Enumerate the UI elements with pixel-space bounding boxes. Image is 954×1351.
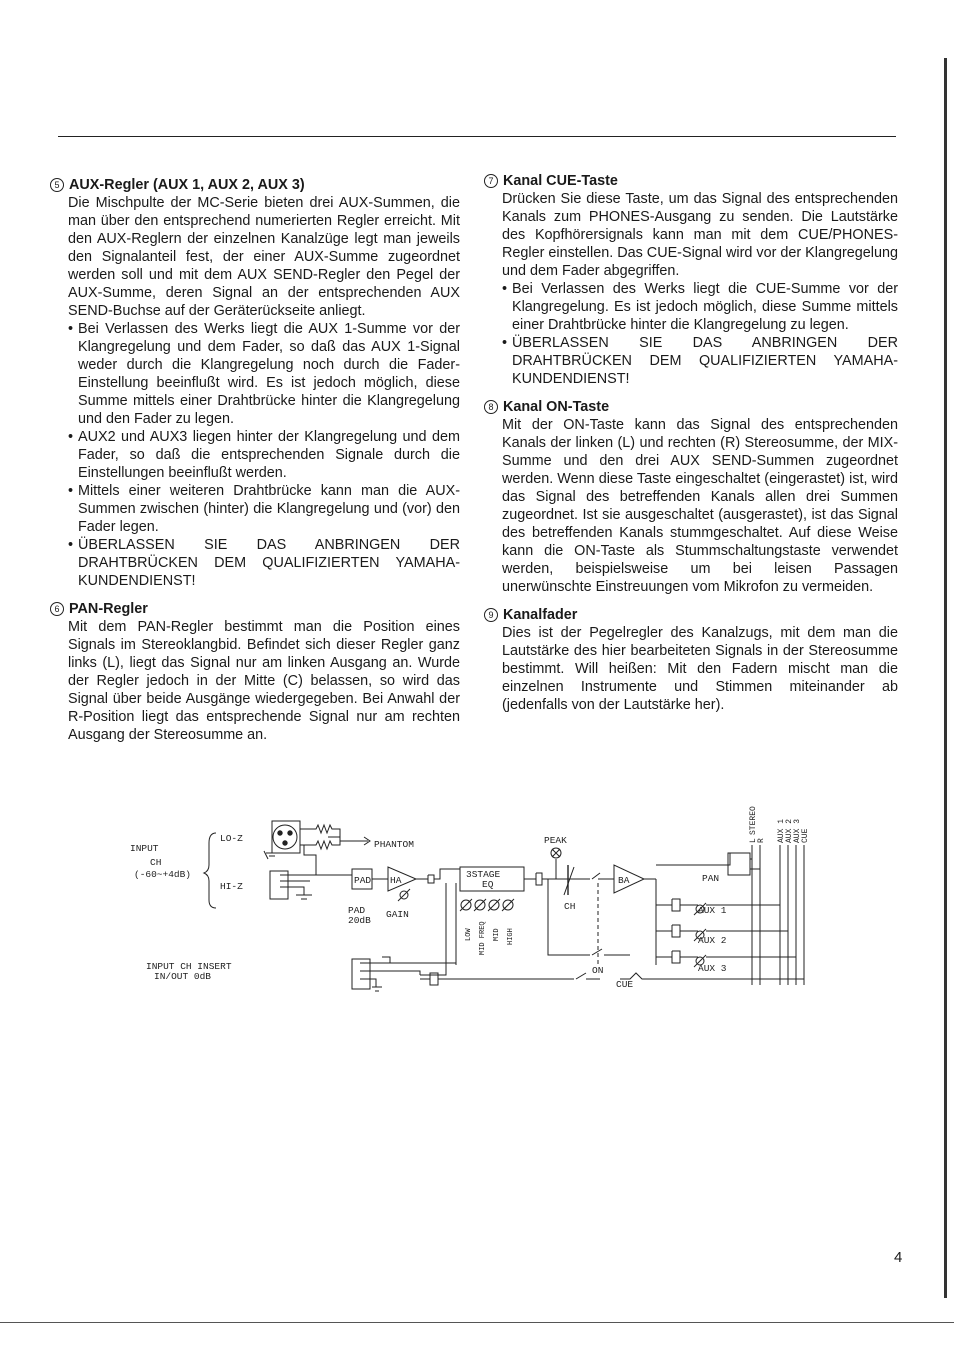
footer-rule	[0, 1322, 954, 1323]
section-heading: PAN-Regler	[69, 601, 148, 617]
channel-block-diagram	[120, 785, 820, 1010]
bullet-item: • Mittels einer weiteren Drahtbrücke kann man die AUX-Summen zwischen (hinter) die Klangregelung und (vor) den Fader legen.	[68, 482, 460, 536]
bullet-item: • ÜBERLASSEN SIE DAS ANBRINGEN DER DRAHTBRÜCKEN DEM QUALIFIZIERTEN YAMAHA-KUNDENDIENST!	[502, 334, 898, 388]
diagram-label-pad: PAD	[348, 905, 366, 916]
bullet-item: • AUX2 und AUX3 liegen hinter der Klangregelung und dem Fader, so daß die entsprechenden Signale durch die Einstellungen beeinflußt werden.	[68, 428, 460, 482]
diagram-label-bus-r: R	[757, 838, 766, 843]
diagram-label-insert-line2: IN/OUT 0dB	[154, 971, 212, 982]
section-number: 6	[50, 602, 64, 616]
diagram-label-aux1: AUX 1	[698, 905, 727, 916]
page-number: 4	[894, 1249, 903, 1266]
diagram-label-cue: CUE	[616, 979, 634, 990]
section-heading: AUX-Regler (AUX 1, AUX 2, AUX 3)	[69, 177, 305, 193]
diagram-label-bus-aux3: AUX 3	[793, 818, 802, 843]
diagram-label-eq-low: LOW	[465, 928, 473, 941]
section-number: 8	[484, 400, 498, 414]
section-number: 5	[50, 178, 64, 192]
section-aux-regler	[50, 176, 460, 590]
diagram-label-loz: LO-Z	[220, 833, 243, 844]
bullet-item: • Bei Verlassen des Werks liegt die AUX 1-Summe vor der Klangregelung und dem Fader, so daß das AUX 1-Signal weder durch die Klangregelung noch durch die Fader-Einstellung beeinflußt wird. Es ist jedoch möglich, diese Summe mittels einer Drahtbrücke hinter die Klangregelung und den Fader zu legen.	[68, 320, 460, 428]
diagram-label-eq-midfreq: MID FREQ	[479, 921, 487, 955]
left-column	[50, 176, 460, 754]
section-body: Mit der ON-Taste kann das Signal des entsprechenden Kanals der linken (L) und rechten (R) Stereosumme, der MIX-Summe und den drei AUX SEND-Summen zugeordnet werden. Wenn diese Taste eingeschaltet (eingerastet) ist, wird das Signal des betreffenden Kanals allen drei Summen zugeordnet. Ist sie ausgeschaltet (ausgerastet), ist das Signal des betreffenden Kanals stummgeschaltet. Auf diese Weise kann die ON-Taste als Stummschaltungstaste verwendet werden, beispielsweise um bei leisen Passagen unerwünschte Einstreuungen vom Mikrofon zu vermeiden.	[502, 417, 898, 595]
section-body: Mit dem PAN-Regler bestimmt man die Position eines Signals im Stereoklangbid. Befindet sich dieser Regler ganz links (L), liegt das Signal nur am linken Ausgang an. Wurde der Regler jedoch in der Mitte (C) belassen, so wird das Signal über beide Ausgänge wiedergegeben. Bei Anwahl der R-Position liegt das entsprechende Signal nur am rechten Ausgang der Stereosumme an.	[68, 619, 460, 743]
diagram-label-gain: GAIN	[386, 909, 409, 920]
diagram-label-hiz: HI-Z	[220, 881, 243, 892]
section-on-taste	[484, 398, 898, 596]
diagram-label-input: INPUT	[130, 843, 159, 854]
diagram-label-aux3: AUX 3	[698, 963, 727, 974]
bullet-list	[50, 320, 460, 590]
bullet-item: • ÜBERLASSEN SIE DAS ANBRINGEN DER DRAHTBRÜCKEN DEM QUALIFIZIERTEN YAMAHA-KUNDENDIENST!	[68, 536, 460, 590]
diagram-label-eq-line2: EQ	[482, 879, 494, 890]
diagram-label-eq-mid: MID	[493, 928, 501, 941]
diagram-label-bus-l: L	[749, 838, 758, 843]
section-body: Die Mischpulte der MC-Serie bieten drei AUX-Summen, die man über den entsprechend numerierten Regler erreicht. Mit den AUX-Reglern der einzelnen Kanalzüge legt man jeweils den Signalanteil fest, der einer AUX-Summe zugeordnet werden soll und mit dem AUX SEND-Regler den Pegel der AUX-Summe, deren Signal an der entsprechenden AUX SEND-Buchse auf der Geräterückseite anliegt.	[68, 195, 460, 319]
diagram-label-ba: BA	[618, 875, 630, 886]
input-brace	[204, 833, 216, 908]
diagram-label-range: (-60~+4dB)	[134, 869, 192, 880]
diagram-label-pan: PAN	[702, 873, 720, 884]
diagram-label-bus-aux2: AUX 2	[785, 818, 794, 843]
diagram-label-insert-line1: INPUT CH INSERT	[146, 961, 232, 972]
bullet-item: • Bei Verlassen des Werks liegt die CUE-Summe vor der Klangregelung. Es ist jedoch möglich, diese Summe mittels einer Drahtbrücke hinter die Klangregelung zu legen.	[502, 280, 898, 334]
diagram-label-eq-high: HIGH	[507, 928, 515, 945]
diagram-label-pad-db: 20dB	[348, 915, 371, 926]
bullet-list	[484, 280, 898, 388]
diagram-label-peak: PEAK	[544, 835, 567, 846]
phantom-resistors	[300, 825, 340, 849]
diagram-label-ch-fader: CH	[564, 901, 576, 912]
diagram-label-phantom: PHANTOM	[374, 839, 414, 850]
header-rule	[58, 136, 896, 137]
section-body: Drücken Sie diese Taste, um das Signal des entsprechenden Kanals zum PHONES-Ausgang zu senden. Die Lautstärke des Kopfhörersignals kann man mit dem CUE/PHONES-Regler einstellen. Das CUE-Signal wird vor der Klangregelung und dem Fader abgegriffen.	[502, 191, 898, 279]
section-body: Dies ist der Pegelregler des Kanalzugs, mit dem man die Lautstärke des hier bearbeiteten Signals in der Stereosumme bestimmt. Will heißen: Mit den Fadern mischt man die einzelnen Instrumente und Stimmen miteinander ab (jedenfalls von der Lautstärke her).	[502, 625, 898, 713]
pan-box	[728, 853, 750, 875]
diagram-label-pad-box: PAD	[354, 875, 372, 886]
diagram-label-ch: CH	[150, 857, 162, 868]
diagram-label-aux2: AUX 2	[698, 935, 727, 946]
section-kanalfader	[484, 606, 898, 714]
page-edge	[944, 58, 947, 1298]
section-number: 7	[484, 174, 498, 188]
section-number: 9	[484, 608, 498, 622]
diagram-label-bus-stereo: STEREO	[749, 806, 758, 835]
diagram-label-eq-line1: 3STAGE	[466, 869, 501, 880]
diagram-label-bus-aux1: AUX 1	[777, 818, 786, 843]
diagram-label-on: ON	[592, 965, 604, 976]
section-cue-taste	[484, 172, 898, 388]
section-pan-regler	[50, 600, 460, 744]
section-heading: Kanal ON-Taste	[503, 399, 610, 415]
section-heading: Kanalfader	[503, 607, 578, 623]
right-column	[484, 172, 898, 724]
section-heading: Kanal CUE-Taste	[503, 173, 618, 189]
diagram-label-ha: HA	[390, 875, 402, 886]
diagram-label-bus-cue: CUE	[801, 828, 810, 843]
